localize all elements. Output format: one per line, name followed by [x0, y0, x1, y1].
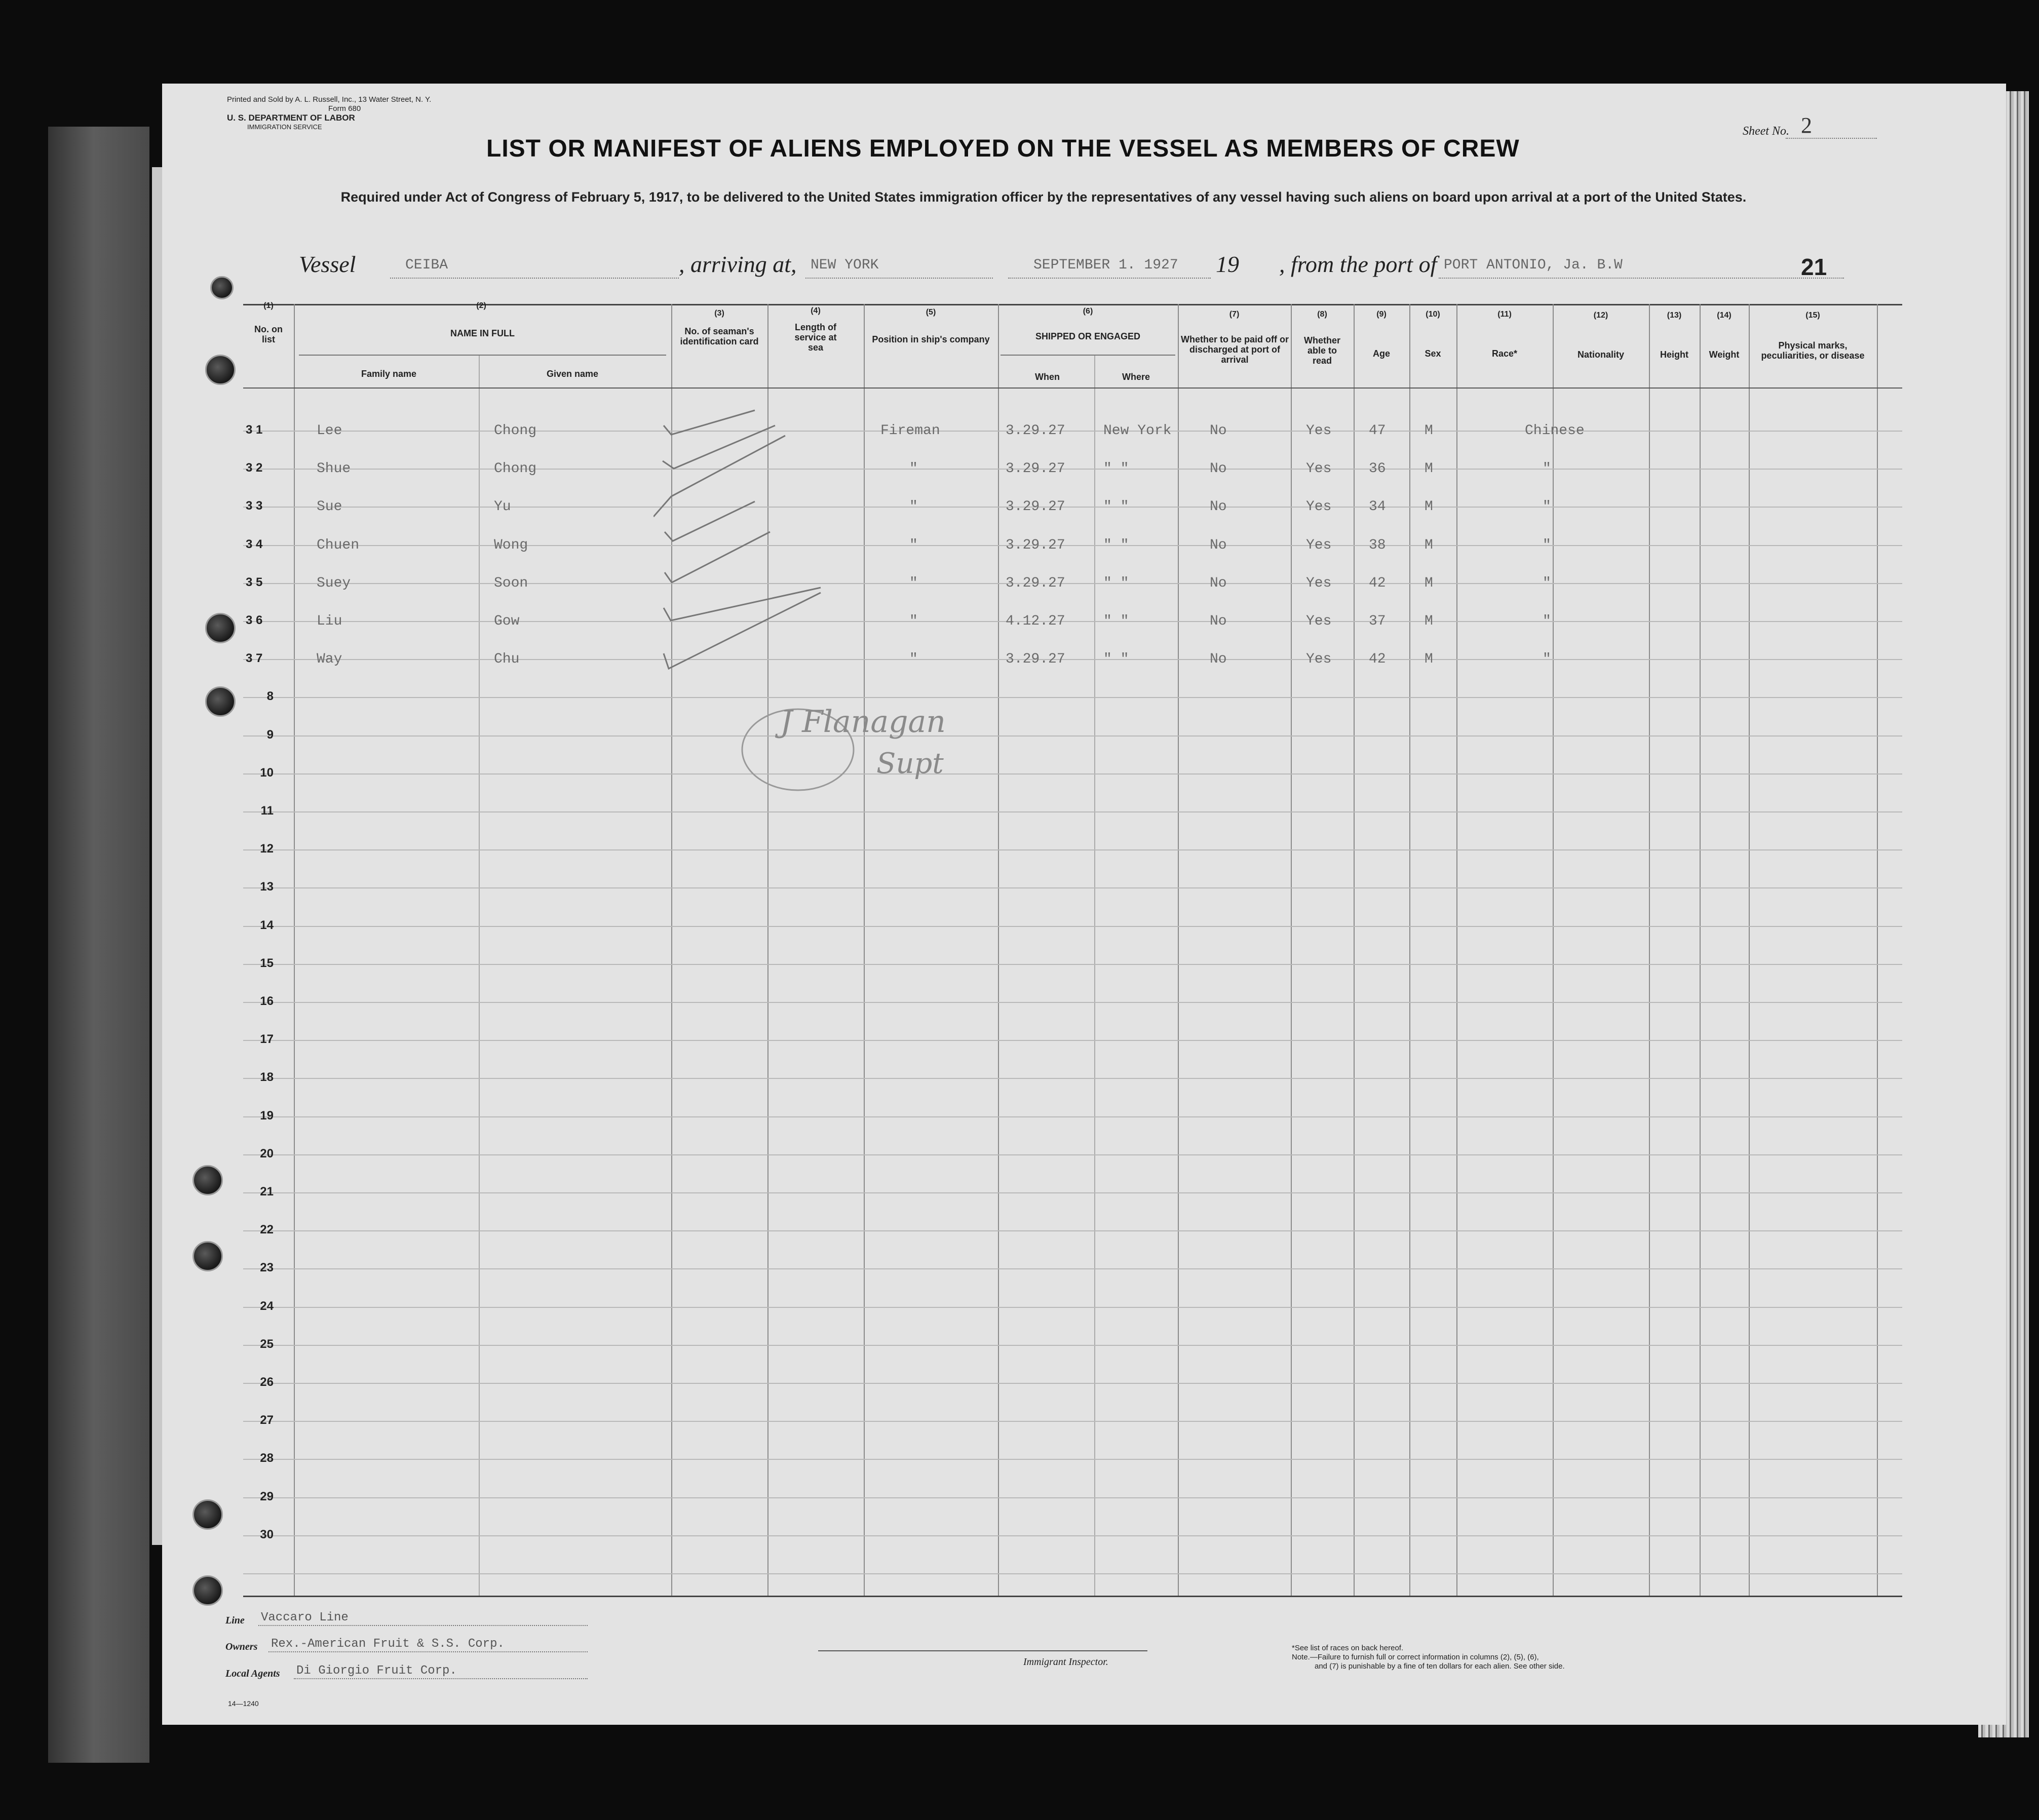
printer-line: Printed and Sold by A. L. Russell, Inc., 13 Water Street, N. Y.	[227, 95, 432, 104]
footnote-warning-1: Note.—Failure to furnish full or correct information in columns (2), (5), (6),	[1292, 1653, 1539, 1661]
position-cell: Fireman	[880, 423, 940, 439]
paid-off-cell: No	[1210, 537, 1227, 553]
header-physical-marks: Physical marks, peculiarities, or disease	[1761, 340, 1865, 361]
paid-off-cell: No	[1210, 613, 1227, 629]
col-num-12: (12)	[1593, 311, 1608, 320]
row-number: 3 7	[246, 651, 263, 665]
given-name-cell: Chu	[494, 651, 520, 667]
row-number: 3 1	[246, 423, 263, 437]
row-rule	[243, 887, 1902, 888]
paid-off-cell: No	[1210, 423, 1227, 439]
race-cell: "	[1543, 537, 1551, 553]
row-number: 21	[260, 1185, 274, 1198]
row-number: 16	[260, 994, 274, 1008]
when-cell: 3.29.27	[1006, 575, 1065, 591]
row-rule	[243, 469, 1902, 470]
owners-value: Rex.-American Fruit & S.S. Corp.	[271, 1637, 505, 1651]
header-able-to-read: Whether able to read	[1304, 335, 1340, 366]
family-name-cell: Suey	[317, 575, 351, 591]
when-cell: 3.29.27	[1006, 499, 1065, 515]
able-to-read-cell: Yes	[1306, 461, 1332, 477]
row-number: 23	[260, 1261, 274, 1274]
footnote-races: *See list of races on back hereof.	[1292, 1644, 1404, 1652]
header-when: When	[1035, 372, 1060, 382]
sex-cell: M	[1425, 461, 1433, 477]
col-num-5: (5)	[926, 308, 936, 317]
when-cell: 4.12.27	[1006, 613, 1065, 629]
when-cell: 3.29.27	[1006, 537, 1065, 553]
header-height: Height	[1660, 350, 1688, 360]
sheet-number: 2	[1801, 113, 1812, 138]
age-cell: 42	[1369, 575, 1386, 591]
sex-cell: M	[1425, 423, 1433, 439]
position-cell: "	[909, 575, 918, 591]
signature-line-2: Supt	[876, 747, 944, 780]
row-rule	[243, 849, 1902, 850]
page-title: LIST OR MANIFEST OF ALIENS EMPLOYED ON THE VESSEL AS MEMBERS OF CREW	[486, 135, 1520, 162]
paid-off-cell: No	[1210, 461, 1227, 477]
inspector-signature-line	[818, 1650, 1147, 1651]
paid-off-cell: No	[1210, 651, 1227, 667]
row-rule	[243, 926, 1902, 927]
header-name-in-full: NAME IN FULL	[450, 328, 515, 338]
row-rule	[243, 1497, 1902, 1498]
paid-off-cell: No	[1210, 499, 1227, 515]
row-number: 13	[260, 880, 274, 894]
row-number: 27	[260, 1413, 274, 1427]
sex-cell: M	[1425, 499, 1433, 515]
position-cell: "	[909, 537, 918, 553]
agents-value: Di Giorgio Fruit Corp.	[296, 1664, 457, 1678]
row-rule	[243, 583, 1902, 584]
header-age: Age	[1372, 348, 1390, 359]
form-number: Form 680	[328, 104, 361, 113]
sex-cell: M	[1425, 537, 1433, 553]
where-cell: " "	[1103, 537, 1129, 553]
position-cell: "	[909, 651, 918, 667]
paid-off-cell: No	[1210, 575, 1227, 591]
row-rule	[243, 1535, 1902, 1536]
position-cell: "	[909, 613, 918, 629]
arriving-label: , arriving at,	[679, 251, 797, 277]
page-reference: 21	[1801, 254, 1827, 280]
row-number: 22	[260, 1223, 274, 1236]
departure-port: PORT ANTONIO, Ja. B.W	[1444, 257, 1623, 273]
row-rule	[243, 1078, 1902, 1079]
race-cell: Chinese	[1525, 423, 1585, 439]
row-rule	[243, 621, 1902, 622]
row-number: 3 4	[246, 537, 263, 551]
age-cell: 47	[1369, 423, 1386, 439]
row-rule	[243, 1002, 1902, 1003]
row-number: 3 3	[246, 499, 263, 513]
row-number: 29	[260, 1490, 274, 1503]
header-nationality: Nationality	[1577, 350, 1624, 360]
inspector-label: Immigrant Inspector.	[1023, 1656, 1108, 1668]
race-cell: "	[1543, 613, 1551, 629]
signature-line-1: J Flanagan	[780, 704, 946, 740]
when-cell: 3.29.27	[1006, 651, 1065, 667]
header-given-name: Given name	[546, 369, 599, 379]
row-rule	[243, 1459, 1902, 1460]
row-number: 18	[260, 1070, 274, 1084]
family-name-cell: Sue	[317, 499, 342, 515]
header-paid-off: Whether to be paid off or discharged at port of arrival	[1181, 334, 1289, 365]
sex-cell: M	[1425, 651, 1433, 667]
given-name-cell: Chong	[494, 461, 537, 477]
row-rule	[243, 1345, 1902, 1346]
printer-imprint	[227, 95, 431, 132]
agents-label: Local Agents	[225, 1668, 280, 1679]
col-num-7: (7)	[1229, 310, 1240, 319]
header-sex: Sex	[1425, 348, 1441, 359]
punch-hole	[210, 276, 234, 299]
row-rule	[243, 1307, 1902, 1308]
row-rule	[243, 964, 1902, 965]
row-number: 25	[260, 1337, 274, 1351]
given-name-cell: Soon	[494, 575, 528, 591]
header-shipped-or-engaged: SHIPPED OR ENGAGED	[1035, 331, 1141, 341]
line-value: Vaccaro Line	[261, 1611, 349, 1624]
row-number: 10	[260, 766, 274, 780]
col-num-2: (2)	[476, 301, 486, 310]
punch-hole	[205, 686, 236, 717]
given-name-cell: Yu	[494, 499, 511, 515]
row-number: 26	[260, 1375, 274, 1389]
row-rule	[243, 1230, 1902, 1231]
age-cell: 34	[1369, 499, 1386, 515]
row-number: 8	[266, 689, 274, 703]
where-cell: " "	[1103, 651, 1129, 667]
race-cell: "	[1543, 651, 1551, 667]
vessel-label: Vessel	[299, 251, 356, 277]
check-marks	[653, 405, 846, 679]
header-where: Where	[1122, 372, 1150, 382]
punch-hole	[193, 1165, 223, 1195]
row-number: 14	[260, 918, 274, 932]
sex-cell: M	[1425, 613, 1433, 629]
form-code: 14—1240	[228, 1699, 259, 1708]
row-rule	[243, 1040, 1902, 1041]
able-to-read-cell: Yes	[1306, 423, 1332, 439]
row-rule	[243, 545, 1902, 546]
given-name-cell: Gow	[494, 613, 520, 629]
family-name-cell: Chuen	[317, 537, 360, 553]
age-cell: 38	[1369, 537, 1386, 553]
sheet-label: Sheet No.	[1743, 125, 1789, 138]
header-position: Position in ship's company	[872, 334, 990, 344]
row-rule	[243, 1192, 1902, 1193]
col-num-11: (11)	[1497, 310, 1512, 319]
footnote-warning-2: and (7) is punishable by a fine of ten dollars for each alien. See other side.	[1315, 1662, 1565, 1671]
col-num-13: (13)	[1667, 311, 1682, 320]
row-rule	[243, 1573, 1902, 1574]
able-to-read-cell: Yes	[1306, 499, 1332, 515]
row-rule	[243, 507, 1902, 508]
where-cell: New York	[1103, 423, 1172, 439]
punch-hole	[193, 1241, 223, 1271]
age-cell: 42	[1369, 651, 1386, 667]
row-rule	[243, 431, 1902, 432]
punch-hole	[205, 613, 236, 643]
when-cell: 3.29.27	[1006, 423, 1065, 439]
arrival-date: SEPTEMBER 1. 1927	[1033, 257, 1178, 273]
col-num-6: (6)	[1083, 307, 1093, 316]
year-prefix: 19	[1216, 251, 1239, 277]
row-rule	[243, 1383, 1902, 1384]
punch-hole	[205, 355, 236, 385]
row-number: 30	[260, 1528, 274, 1541]
row-number: 20	[260, 1147, 274, 1160]
row-number: 3 6	[246, 613, 263, 627]
header-race: Race*	[1491, 348, 1518, 359]
table-bottom-rule	[243, 1596, 1902, 1597]
punch-hole	[193, 1499, 223, 1530]
family-name-cell: Lee	[317, 423, 342, 439]
able-to-read-cell: Yes	[1306, 651, 1332, 667]
when-cell: 3.29.27	[1006, 461, 1065, 477]
row-rule	[243, 1268, 1902, 1269]
row-number: 12	[260, 842, 274, 856]
col-num-15: (15)	[1805, 311, 1820, 320]
age-cell: 36	[1369, 461, 1386, 477]
department-name: U. S. DEPARTMENT OF LABOR	[227, 113, 355, 123]
row-number: 17	[260, 1032, 274, 1046]
position-cell: "	[909, 461, 918, 477]
row-number: 19	[260, 1109, 274, 1122]
family-name-cell: Liu	[317, 613, 342, 629]
col-num-1: (1)	[263, 301, 274, 310]
row-number: 3 2	[246, 461, 263, 475]
binder-spine	[48, 127, 149, 1763]
header-weight: Weight	[1709, 350, 1740, 360]
able-to-read-cell: Yes	[1306, 613, 1332, 629]
able-to-read-cell: Yes	[1306, 575, 1332, 591]
given-name-cell: Chong	[494, 423, 537, 439]
col-num-10: (10)	[1426, 310, 1440, 319]
given-name-cell: Wong	[494, 537, 528, 553]
header-id-card: No. of seaman's identification card	[680, 326, 759, 346]
position-cell: "	[909, 499, 918, 515]
owners-label: Owners	[225, 1641, 258, 1652]
col-num-4: (4)	[811, 306, 821, 315]
row-number: 15	[260, 956, 274, 970]
col-num-14: (14)	[1717, 311, 1732, 320]
sex-cell: M	[1425, 575, 1433, 591]
row-number: 3 5	[246, 575, 263, 589]
family-name-cell: Way	[317, 651, 342, 667]
age-cell: 37	[1369, 613, 1386, 629]
race-cell: "	[1543, 575, 1551, 591]
where-cell: " "	[1103, 499, 1129, 515]
col-num-9: (9)	[1376, 310, 1387, 319]
inspector-signature	[724, 689, 1079, 821]
vessel-name: CEIBA	[405, 257, 448, 273]
service-name: IMMIGRATION SERVICE	[247, 123, 322, 131]
col-num-3: (3)	[714, 309, 724, 318]
where-cell: " "	[1103, 461, 1129, 477]
row-number: 28	[260, 1451, 274, 1465]
row-rule	[243, 1116, 1902, 1117]
row-rule	[243, 1421, 1902, 1422]
header-length-of-service: Length of service at sea	[794, 322, 837, 353]
race-cell: "	[1543, 461, 1551, 477]
line-label: Line	[225, 1615, 245, 1626]
race-cell: "	[1543, 499, 1551, 515]
family-name-cell: Shue	[317, 461, 351, 477]
from-label: , from the port of	[1279, 251, 1437, 277]
arriving-port: NEW YORK	[811, 257, 879, 273]
page-subtitle: Required under Act of Congress of February 5, 1917, to be delivered to the United States immigration officer by the representatives of any vessel having such aliens on board upon arrival at a port of the United States.	[340, 189, 1747, 205]
header-family-name: Family name	[361, 369, 417, 379]
able-to-read-cell: Yes	[1306, 537, 1332, 553]
col-num-8: (8)	[1317, 310, 1327, 319]
header-no-on-list: No. on list	[254, 324, 283, 344]
row-rule	[243, 1154, 1902, 1155]
row-number: 11	[260, 804, 274, 818]
where-cell: " "	[1103, 575, 1129, 591]
row-number: 24	[260, 1299, 274, 1313]
row-number: 9	[266, 728, 274, 742]
punch-hole	[193, 1575, 223, 1606]
where-cell: " "	[1103, 613, 1129, 629]
row-rule	[243, 659, 1902, 660]
